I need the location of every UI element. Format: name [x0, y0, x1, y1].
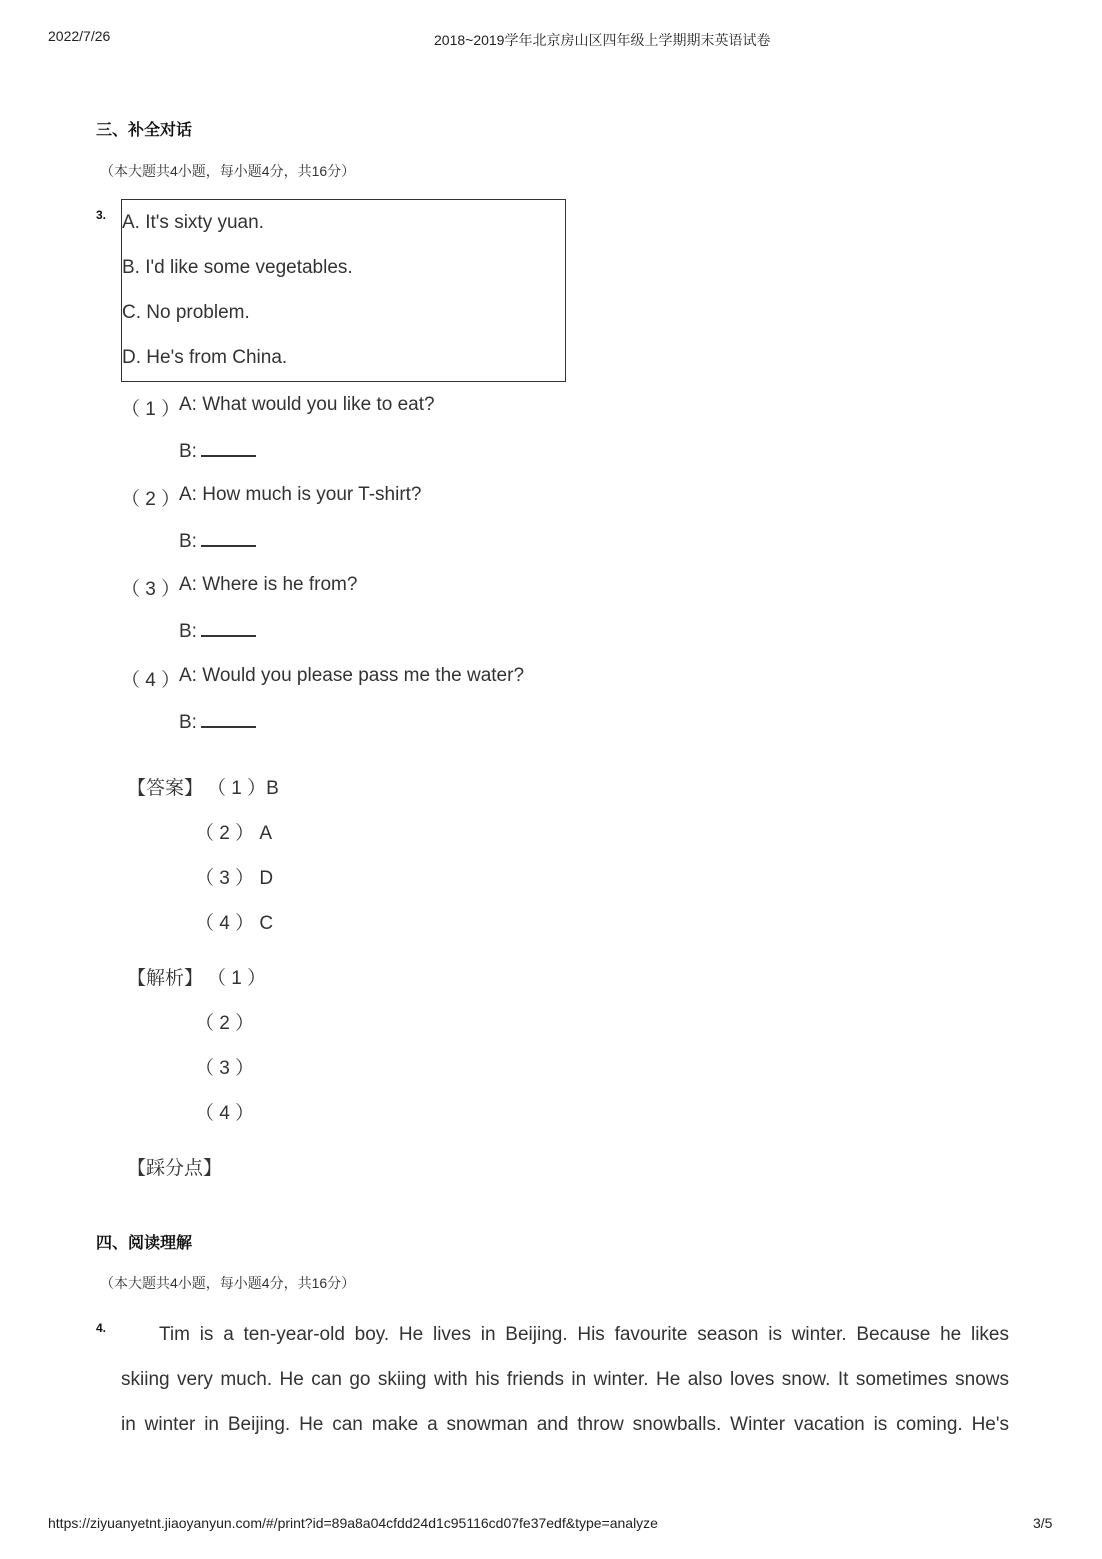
analysis-line: （ 1 ） [207, 968, 267, 989]
dialog-number: （ 3 ） [121, 579, 181, 600]
answer-blank [201, 710, 256, 728]
passage-line: skiing very much. He can go skiing with his friends in winter. He also loves snow. It sometimes snows [121, 1369, 1009, 1390]
answer-line: （ 4 ） C [195, 913, 274, 934]
section-4-title: 四、阅读理解 [96, 1235, 193, 1252]
answer-prefix: B: [179, 621, 197, 642]
answer-blank [201, 529, 256, 547]
dialog-number: （ 1 ） [121, 399, 181, 420]
points-label: 【踩分点】 [127, 1158, 223, 1179]
question-number: 4. [96, 1321, 107, 1335]
section-4-note: （本大题共4小题，每小题4分，共16分） [100, 1275, 356, 1291]
section-3-note: （本大题共4小题，每小题4分，共16分） [100, 163, 356, 179]
dialog-answer-line [179, 619, 256, 643]
passage-line: Tim is a ten-year-old boy. He lives in Beijing. His favourite season is winter. Because he likes [159, 1324, 1009, 1345]
dialog-question: A: How much is your T-shirt? [179, 484, 422, 505]
dialog-answer-line [179, 439, 256, 463]
analysis-label: 【解析】 [127, 968, 204, 989]
passage-line: in winter in Beijing. He can make a snowman and throw snowballs. Winter vacation is coming. He's [121, 1414, 1009, 1435]
reading-passage [121, 1312, 1009, 1447]
answer-line: （ 2 ） A [195, 823, 273, 844]
option-a: A. It's sixty yuan. [122, 212, 264, 233]
dialog-number: （ 2 ） [121, 489, 181, 510]
section-3-title: 三、补全对话 [96, 122, 193, 139]
dialog-answer-line [179, 529, 256, 553]
dialog-answer-line [179, 710, 256, 734]
answer-blank [201, 619, 256, 637]
answer-blank [201, 439, 256, 457]
analysis-line: （ 3 ） [195, 1058, 255, 1079]
answer-prefix: B: [179, 712, 197, 733]
option-b: B. I'd like some vegetables. [122, 257, 353, 278]
answer-prefix: B: [179, 531, 197, 552]
option-c: C. No problem. [122, 302, 250, 323]
dialog-number: （ 4 ） [121, 670, 181, 691]
dialog-question: A: What would you like to eat? [179, 394, 435, 415]
question-number: 3. [96, 208, 107, 222]
answer-label: 【答案】 [127, 778, 204, 799]
document-title: 2018~2019学年北京房山区四年级上学期期末英语试卷 [434, 32, 771, 48]
analysis-line: （ 2 ） [195, 1013, 255, 1034]
answer-prefix: B: [179, 441, 197, 462]
answer-line: （ 3 ） D [195, 868, 274, 889]
option-d: D. He's from China. [122, 347, 288, 368]
answer-line: （ 1 ）B [207, 778, 279, 799]
dialog-question: A: Where is he from? [179, 574, 358, 595]
footer-url: https://ziyuanyetnt.jiaoyanyun.com/#/print?id=89a8a04cfdd24d1c95116cd07fe37edf&type=analyze [48, 1515, 658, 1531]
page-number: 3/5 [1033, 1515, 1053, 1531]
analysis-line: （ 4 ） [195, 1103, 255, 1124]
print-date: 2022/7/26 [48, 28, 111, 44]
dialog-question: A: Would you please pass me the water? [179, 665, 525, 686]
